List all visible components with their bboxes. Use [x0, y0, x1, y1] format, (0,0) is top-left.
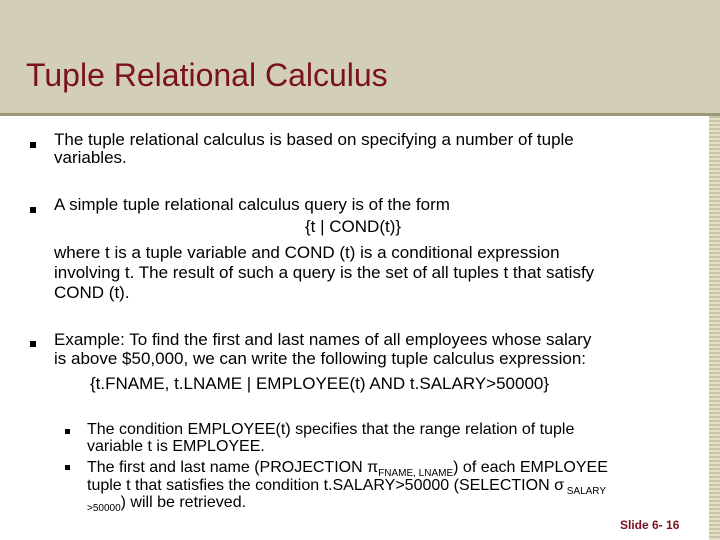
sub-bullet-2-line-1: The first and last name (PROJECTION $\pi_{FNAME, LNAME}$) of each EMPLOYEE	[87, 459, 608, 479]
pi-symbol: π	[367, 459, 379, 476]
bullet-3-line-1: Example: To find the first and last names of all employees whose salary	[54, 330, 592, 349]
bullet-3-line-2: is above $50,000, we can write the following tuple calculus expression:	[54, 349, 587, 368]
bullet-1-line-2: variables.	[54, 148, 127, 167]
sub-bullet-marker	[65, 429, 70, 434]
sub-bullet-marker	[65, 465, 70, 470]
bullet-2-line-1: A simple tuple relational calculus query is of the form	[54, 195, 450, 214]
bullet-2-line-4: involving t. The result of such a query is the set of all tuples t that satisfy	[54, 263, 595, 282]
sub-bullet-2-line-2: tuple t that satisfies the condition t.SALARY>50000 (SELECTION σ $_{SALARY}$	[87, 477, 607, 497]
slide-title: Tuple Relational Calculus	[26, 57, 388, 93]
bullet-marker	[30, 341, 36, 347]
example-expression: {t.FNAME, t.LNAME | EMPLOYEE(t) AND t.SALARY>50000}	[90, 374, 550, 393]
bullet-2-line-5: COND (t).	[54, 283, 130, 302]
bullet-2-line-3: where t is a tuple variable and COND (t) is a conditional expression	[54, 243, 560, 262]
bullet-marker	[30, 207, 36, 213]
query-form-expression: {t | COND(t)}	[305, 217, 402, 236]
bullet-1-line-1: The tuple relational calculus is based on specifying a number of tuple	[54, 130, 574, 149]
sub-bullet-1-line-1: The condition EMPLOYEE(t) specifies that the range relation of tuple	[87, 421, 575, 438]
sigma-symbol: σ	[554, 477, 564, 494]
sub-bullet-2-line-3: $_{>50000}$) will be retrieved.	[87, 494, 247, 514]
bullet-marker	[30, 142, 36, 148]
title-divider	[0, 113, 720, 116]
decorative-side-bar	[709, 116, 720, 540]
slide-number: Slide 6- 16	[620, 518, 680, 532]
sub-bullet-1-line-2: variable t is EMPLOYEE.	[87, 438, 265, 455]
